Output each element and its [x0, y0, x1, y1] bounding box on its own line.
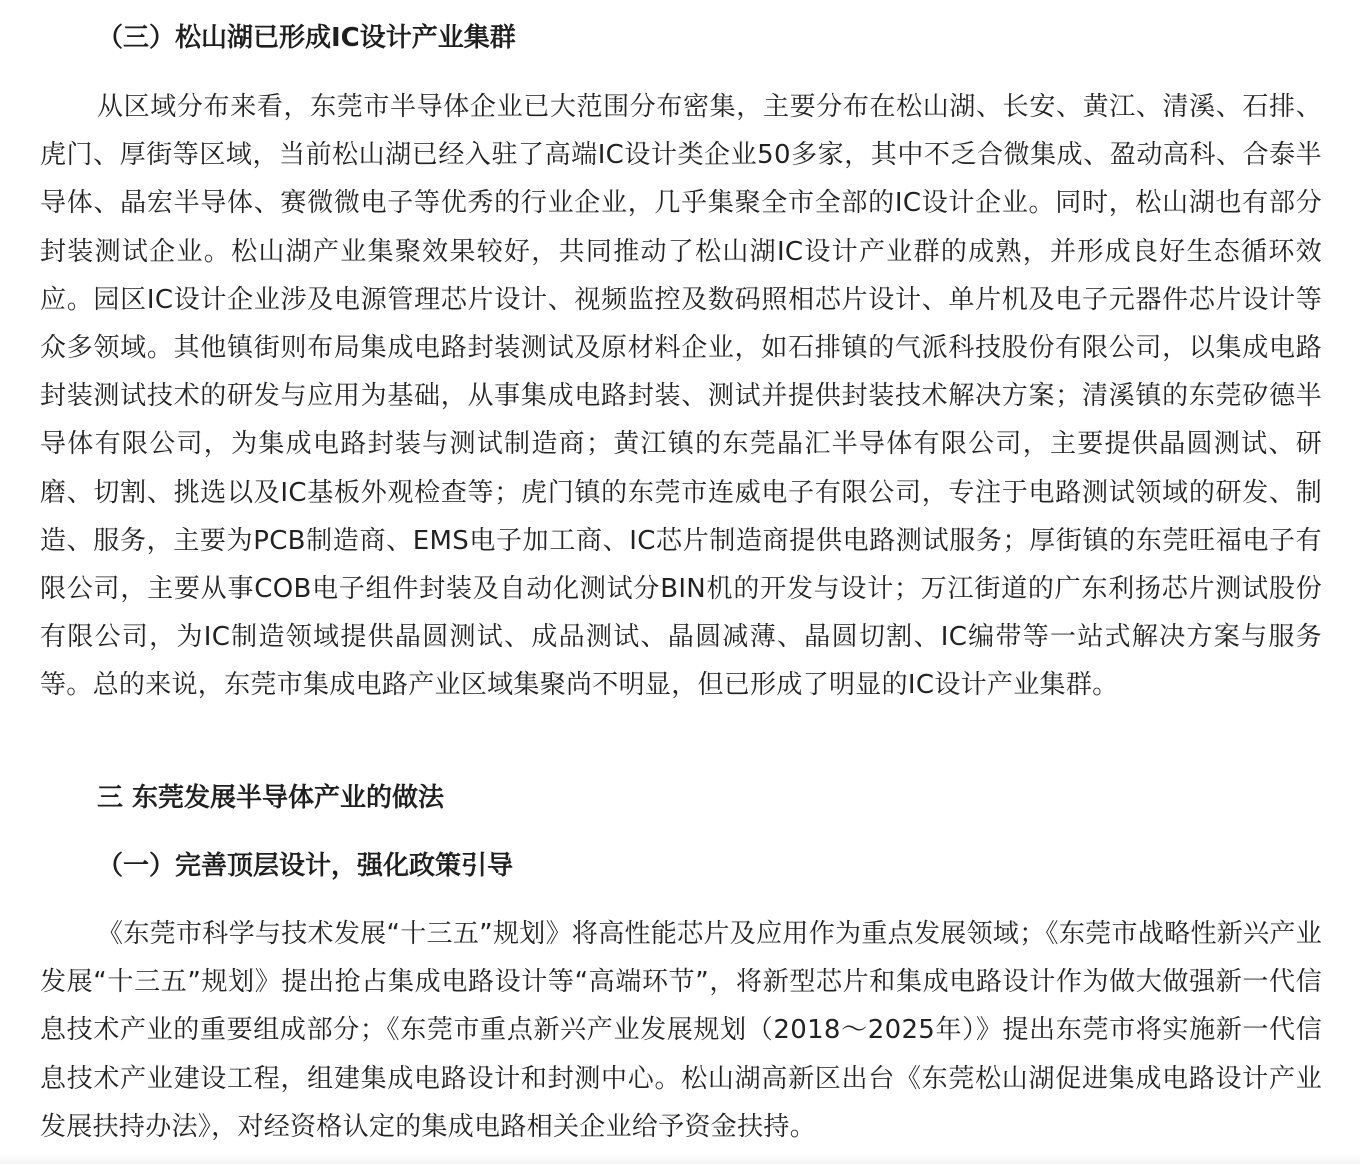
section-heading: （三）松山湖已形成IC设计产业集群: [97, 23, 516, 53]
bottom-fade: [0, 1154, 1360, 1164]
subsection-heading: （一）完善顶层设计，强化政策引导: [97, 851, 514, 881]
paragraph-policy-guidance: 《东莞市科学与技术发展“十三五”规划》将高性能芯片及应用作为重点发展领域；《东莞市战略性新兴产业发展“十三五”规划》提出抢占集成电路设计等“高端环节”，将新型芯片和集成电路设计作为做大做强新一代信息技术产业的重要组成部分；《东莞市重点新兴产业发展规划（2018～2025年）》提出东莞市将实施新一代信息技术产业建设工程，组建集成电路设计和封测中心。松山湖高新区出台《东莞松山湖促进集成电路设计产业发展扶持办法》，对经资格认定的集成电路相关企业给予资金扶持。: [40, 919, 1322, 1142]
chapter-heading: 三 东莞发展半导体产业的做法: [97, 783, 445, 813]
paragraph-industrial-cluster: 从区域分布来看，东莞市半导体企业已大范围分布密集，主要分布在松山湖、长安、黄江、清溪、石排、虎门、厚街等区域，当前松山湖已经入驻了高端IC设计类企业50多家，其中不乏合微集成、盈动高科、合泰半导体、晶宏半导体、赛微微电子等优秀的行业企业，几乎集聚全市全部的IC设计企业。同时，松山湖也有部分封装测试企业。松山湖产业集聚效果较好，共同推动了松山湖IC设计产业群的成熟，并形成良好生态循环效应。园区IC设计企业涉及电源管理芯片设计、视频监控及数码照相芯片设计、单片机及电子元器件芯片设计等众多领域。其他镇街则布局集成电路封装测试及原材料企业，如石排镇的气派科技股份有限公司，以集成电路封装测试技术的研发与应用为基础，从事集成电路封装、测试并提供封装技术解决方案；清溪镇的东莞矽德半导体有限公司，为集成电路封装与测试制造商；黄江镇的东莞晶汇半导体有限公司，主要提供晶圆测试、研磨、切割、挑选以及IC基板外观检查等；虎门镇的东莞市连威电子有限公司，专注于电路测试领域的研发、制造、服务，主要为PCB制造商、EMS电子加工商、IC芯片制造商提供电路测试服务；厚街镇的东莞旺福电子有限公司，主要从事COB电子组件封装及自动化测试分BIN机的开发与设计；万江街道的广东利扬芯片测试股份有限公司，为IC制造领域提供晶圆测试、成品测试、晶圆减薄、晶圆切割、IC编带等一站式解决方案与服务等。总的来说，东莞市集成电路产业区域集聚尚不明显，但已形成了明显的IC设计产业集群。: [40, 92, 1322, 701]
